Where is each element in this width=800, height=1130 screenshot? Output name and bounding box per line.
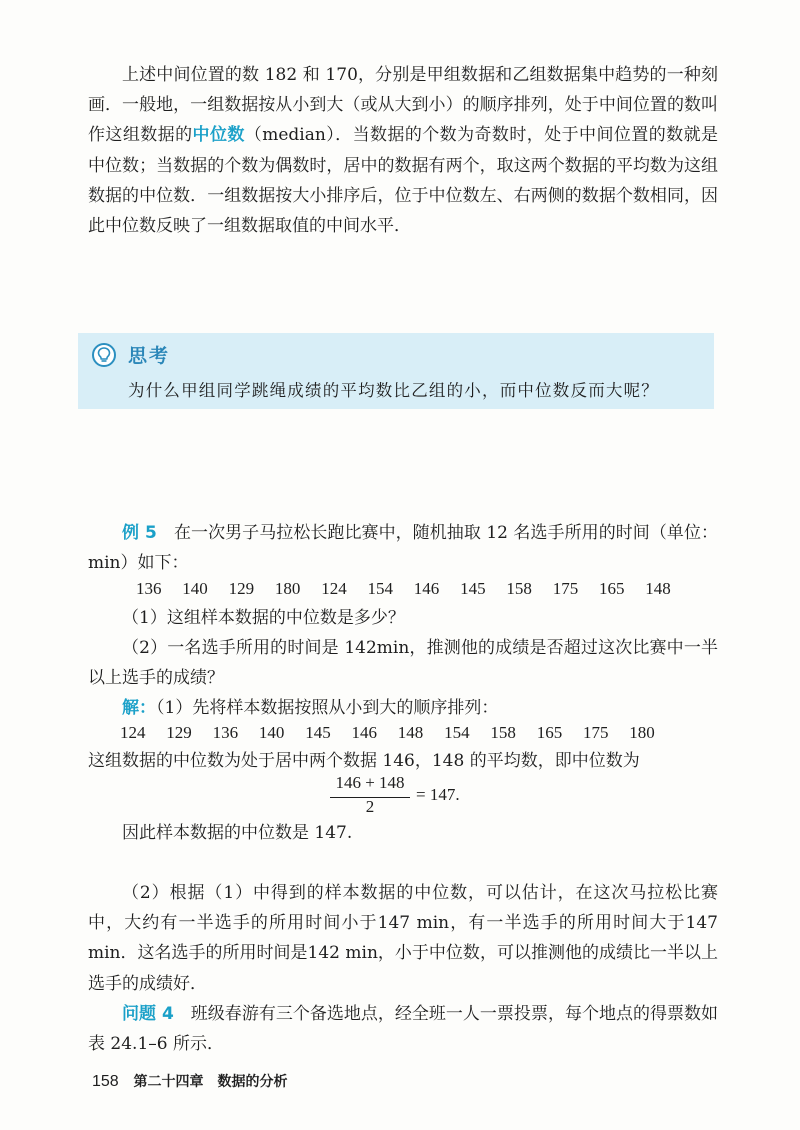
sorted-value: 148 (397, 723, 424, 742)
solution-part-2 (88, 878, 718, 999)
median-explanation: 这组数据的中位数为处于居中两个数据 146，148 的平均数，即中位数为 (88, 751, 640, 771)
sorted-value: 145 (305, 723, 331, 742)
solution-label: 解： (122, 698, 156, 718)
fraction-numerator: 146 + 148 (335, 773, 405, 792)
intro-paragraph (88, 60, 718, 241)
raw-value: 124 (321, 579, 347, 598)
question-2 (88, 633, 718, 693)
sorted-value: 129 (166, 723, 192, 742)
raw-value: 136 (136, 579, 162, 598)
raw-value: 129 (228, 579, 255, 598)
solution-1-text: （1）先将样本数据按照从小到大的顺序排列： (156, 698, 499, 718)
sorted-value: 180 (629, 723, 655, 742)
intro-text-after: （median）．当数据的个数为奇数时，处于中间位置的数就是中位数；当数据的个数为偶数时，居中的数据有两个，取这两个数据的平均数为这组数据的中位数．一组数据按大小排序后，位于中位数左、右两侧的数据个数相同，因此中位数反映了一组数据取值的中间水平． (88, 125, 718, 237)
problem4-label: 问题 4 (122, 1004, 174, 1024)
raw-value: 140 (182, 579, 208, 598)
problem4-text: 班级春游有三个备选地点，经全班一人一票投票，每个地点的得票数如表 24.1–6 所示． (88, 1004, 719, 1055)
page-footer (92, 1071, 287, 1091)
sorted-value: 158 (490, 723, 516, 742)
sorted-value: 146 (351, 723, 377, 742)
example5-label: 例 5 (122, 523, 157, 543)
sorted-value: 140 (258, 723, 285, 742)
raw-value: 146 (413, 579, 440, 598)
raw-value: 154 (367, 579, 393, 598)
raw-value: 175 (552, 579, 579, 598)
sorted-value: 175 (583, 723, 609, 742)
question-1: （1）这组样本数据的中位数是多少？ (122, 608, 405, 628)
chapter-title: 第二十四章 数据的分析 (133, 1074, 288, 1090)
raw-value: 158 (506, 579, 532, 598)
think-question: 为什么甲组同学跳绳成绩的平均数比乙组的小，而中位数反而大呢？ (128, 381, 659, 400)
solution-2-text: （2）根据（1）中得到的样本数据的中位数，可以估计，在这次马拉松比赛中，大约有一半选手的所用时间小于147 min，有一半选手的所用时间大于147 min．这名选手的所用时间是142 min，小于中位数，可以推测他的成绩比一半以上选手的成绩好． (88, 883, 718, 994)
raw-value: 180 (274, 579, 301, 598)
raw-value: 148 (645, 579, 671, 598)
problem4 (88, 999, 718, 1059)
sorted-value: 154 (444, 723, 470, 742)
page-number: 158 (92, 1073, 119, 1090)
raw-value: 145 (460, 579, 486, 598)
fraction-denominator: 2 (365, 797, 375, 816)
lightbulb-icon (92, 343, 116, 367)
example5-statement (88, 518, 718, 578)
intro-text-before: 上述中间位置的数 182 和 170，分别是甲组数据和乙组数据集中趋势的一种刻画．一般地，一组数据按从小到大（或从大到小）的顺序排列，处于中间位置的数叫作这组数据的 (88, 65, 718, 146)
raw-value: 165 (599, 579, 625, 598)
conclusion: 因此样本数据的中位数是 147. (122, 823, 353, 843)
median-term: 中位数 (192, 125, 245, 146)
sorted-value: 136 (212, 723, 239, 742)
think-box (78, 333, 714, 409)
think-title: 思考 (128, 345, 171, 367)
question-2-text: （2）一名选手所用的时间是 142min，推测他的成绩是否超过这次比赛中一半以上选手的成绩？ (88, 638, 718, 689)
solution-part-1 (122, 693, 498, 723)
fraction-result: = 147. (416, 785, 460, 804)
example5-text: 在一次男子马拉松长跑比赛中，随机抽取 12 名选手所用的时间（单位：min）如下： (88, 523, 718, 574)
sorted-value: 124 (120, 723, 146, 742)
sorted-value: 165 (536, 723, 563, 742)
